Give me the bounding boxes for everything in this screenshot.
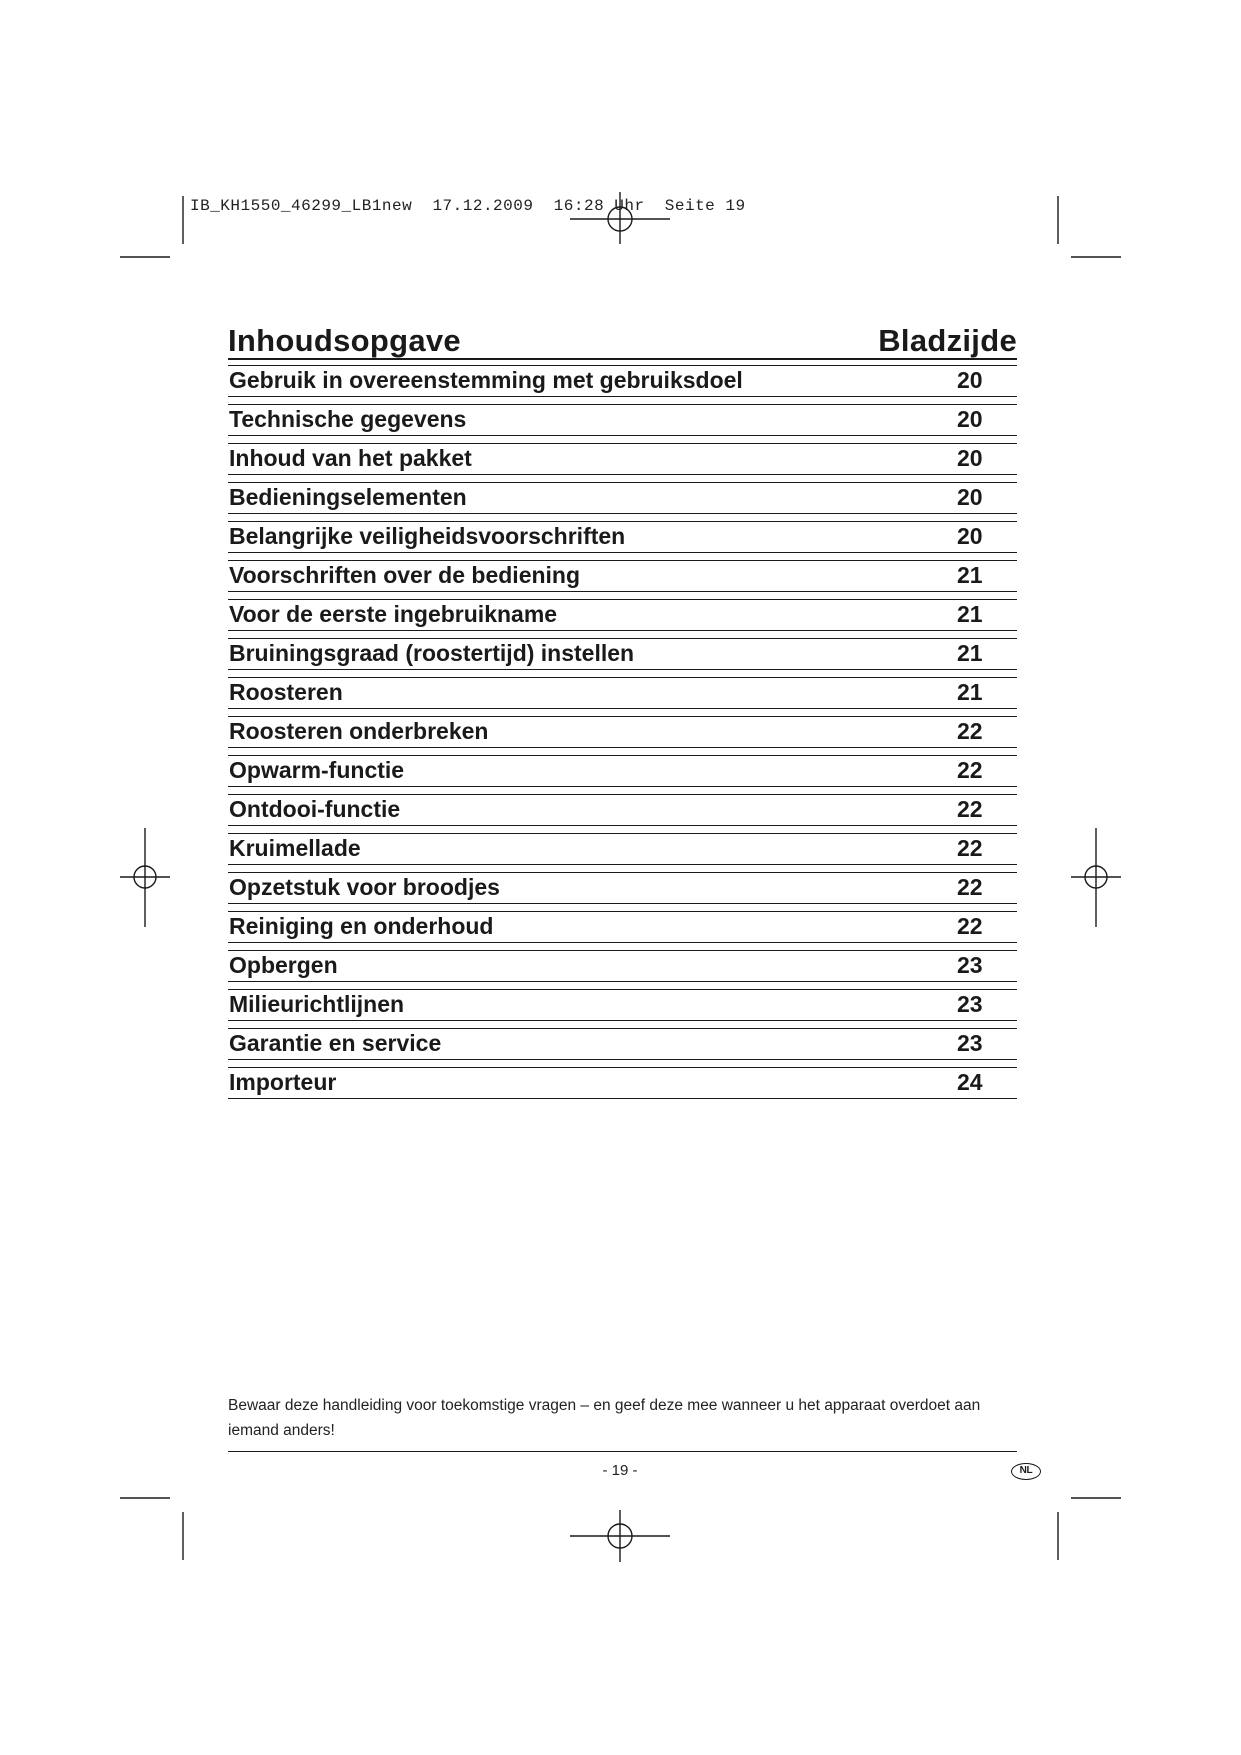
toc-entry-title: Opzetstuk voor broodjes [229,874,500,900]
toc-entry [228,989,1017,1021]
toc-entry-page: 23 [957,991,983,1017]
page-number: - 19 - [602,1462,638,1479]
toc-entry [228,833,1017,865]
toc-entry [228,1067,1017,1099]
toc-entry [228,755,1017,787]
toc-entry-page: 22 [957,718,983,744]
toc-entry [228,521,1017,553]
toc-entry [228,950,1017,982]
toc-entry [228,872,1017,904]
toc-entry [228,560,1017,592]
toc-entry [228,1028,1017,1060]
toc-entry-title: Technische gegevens [229,406,467,432]
registration-mark-bottom [570,1510,670,1562]
toc-entry-page: 21 [957,601,983,627]
footer-divider [228,1451,1017,1452]
toc-entry-page: 20 [957,445,983,471]
toc-entry-page: 21 [957,562,983,588]
toc-entry-title: Bedieningselementen [229,484,467,510]
print-slug: IB_KH1550_46299_LB1new 17.12.2009 16:28 Uhr Seite 19 [190,197,746,215]
toc-list [228,365,1017,1099]
toc-entry-title: Roosteren onderbreken [229,718,489,744]
toc-entry [228,794,1017,826]
toc-entry-page: 20 [957,406,983,432]
toc-entry-title: Bruiningsgraad (roostertijd) instellen [229,640,635,666]
toc-entry-page: 20 [957,367,983,393]
toc-entry-title: Voorschriften over de bediening [229,562,581,588]
toc-entry-page: 22 [957,757,983,783]
toc-entry-title: Belangrijke veiligheidsvoorschriften [229,523,626,549]
toc-entry-page: 23 [957,952,983,978]
toc-entry-page: 21 [957,640,983,666]
toc-entry [228,716,1017,748]
toc-entry-page: 22 [957,796,983,822]
toc-entry-page: 23 [957,1030,983,1056]
toc-entry-page: 22 [957,835,983,861]
toc-heading: Inhoudsopgave [228,323,461,358]
toc-entry-page: 22 [957,913,983,939]
toc-entry-page: 21 [957,679,983,705]
toc-entry-title: Milieurichtlijnen [229,991,405,1017]
toc-entry-title: Reiniging en onderhoud [229,913,494,939]
toc-entry-title: Voor de eerste ingebruikname [229,601,558,627]
toc-entry [228,443,1017,475]
toc-entry-title: Gebruik in overeenstemming met gebruiksdoel [229,367,743,393]
toc-page-heading: Bladzijde [878,323,1017,358]
toc-entry [228,599,1017,631]
language-badge: NL [1011,1463,1041,1480]
toc-entry-page: 20 [957,484,983,510]
toc-entry-title: Importeur [229,1069,337,1095]
toc-entry-title: Kruimellade [229,835,361,861]
toc-entry-title: Inhoud van het pakket [229,445,472,471]
toc-entry [228,482,1017,514]
toc-entry-title: Opwarm-functie [229,757,405,783]
toc-entry-title: Opbergen [229,952,338,978]
toc-entry-title: Garantie en service [229,1030,442,1056]
table-of-contents [228,318,1017,1099]
toc-entry-title: Roosteren [229,679,343,705]
toc-entry [228,638,1017,670]
registration-mark-right [1071,828,1121,927]
toc-entry [228,911,1017,943]
toc-entry [228,365,1017,397]
toc-entry-page: 24 [957,1069,983,1095]
registration-mark-left [120,828,170,927]
toc-entry-page: 20 [957,523,983,549]
toc-header [228,318,1017,360]
toc-entry-title: Ontdooi-functie [229,796,401,822]
toc-entry-page: 22 [957,874,983,900]
toc-entry [228,404,1017,436]
footer-note: Bewaar deze handleiding voor toekomstige vragen – en geef deze mee wanneer u het apparaat overdoet aan iemand anders! [228,1397,981,1439]
toc-entry [228,677,1017,709]
